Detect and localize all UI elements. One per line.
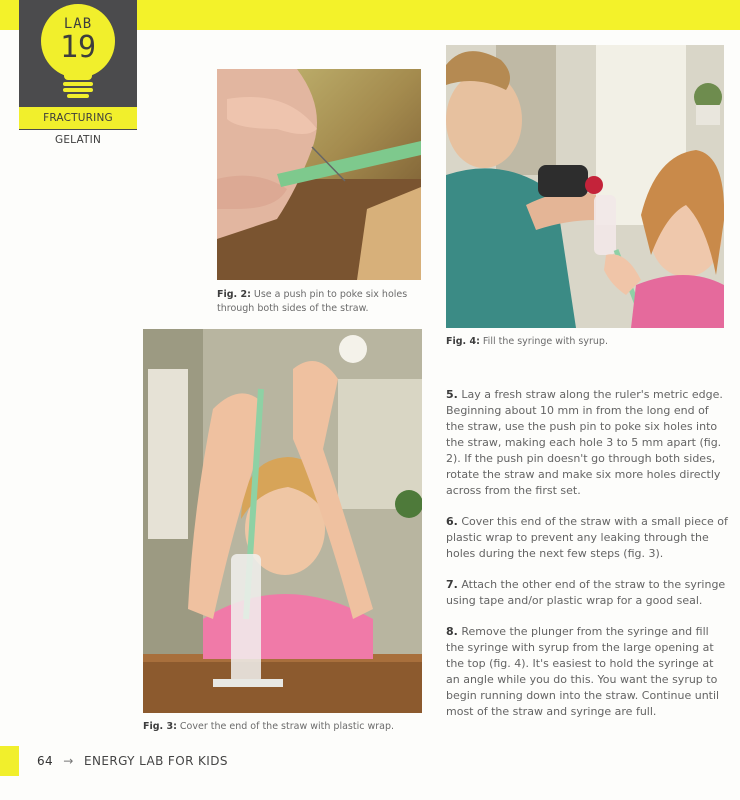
lightbulb-base-3 xyxy=(67,94,89,98)
step-8 xyxy=(446,624,730,720)
fig4-caption-text: Fill the syringe with syrup. xyxy=(482,336,608,347)
fig4-caption-label: Fig. 4: xyxy=(446,336,480,347)
step-5-number: 5. xyxy=(446,388,458,401)
page-footer xyxy=(37,754,228,768)
step-7 xyxy=(446,577,730,609)
lightbulb-neck xyxy=(64,70,92,80)
fig4-photo xyxy=(446,45,724,328)
fig2-caption xyxy=(217,288,427,316)
fig3-caption-text: Cover the end of the straw with plastic wrap. xyxy=(179,721,395,732)
lightbulb-base-1 xyxy=(63,82,93,86)
footer-accent-bar xyxy=(0,746,19,776)
arrow-right-icon: → xyxy=(63,754,74,768)
fig3-caption-label: Fig. 3: xyxy=(143,721,177,732)
fig2-photo xyxy=(217,69,421,280)
fig4-caption xyxy=(446,335,716,349)
step-5-text: Lay a fresh straw along the ruler's metric edge. Beginning about 10 mm in from the long end of the straw, use the push pin to poke six holes into the straw, making each hole 3 to 5 mm apart (fig. 2). If the push pin doesn't go through both sides, rotate the straw and make six more holes directly across from the first set. xyxy=(446,388,723,497)
fig3-caption xyxy=(143,720,433,734)
lightbulb-base-2 xyxy=(63,88,93,92)
step-6-text: Cover this end of the straw with a small piece of plastic wrap to prevent any leaking through the holes during the next few steps (fig. 3). xyxy=(446,515,728,560)
step-5 xyxy=(446,387,730,499)
lab-number: 19 xyxy=(59,30,97,65)
page-number: 64 xyxy=(37,754,54,768)
lab-word: LAB xyxy=(63,16,93,32)
lab-title: FRACTURING GELATIN xyxy=(19,107,137,129)
fig3-photo xyxy=(143,329,422,713)
instruction-steps xyxy=(446,387,730,735)
fig2-caption-label: Fig. 2: xyxy=(217,289,251,300)
step-7-text: Attach the other end of the straw to the syringe using tape and/or plastic wrap for a good seal. xyxy=(446,578,726,607)
step-6 xyxy=(446,514,730,562)
step-7-number: 7. xyxy=(446,578,458,591)
step-8-number: 8. xyxy=(446,625,458,638)
fig2-caption-text: Use a push pin to poke six holes through both sides of the straw. xyxy=(217,289,408,314)
step-8-text: Remove the plunger from the syringe and fill the syringe with syrup from the large opening at the top (fig. 4). It's easiest to hold the syringe at an angle while you do this. You want the syrup to begin running down into the straw. Continue until most of the straw and syringe are full. xyxy=(446,625,720,718)
step-6-number: 6. xyxy=(446,515,458,528)
book-title: ENERGY LAB FOR KIDS xyxy=(83,754,228,768)
